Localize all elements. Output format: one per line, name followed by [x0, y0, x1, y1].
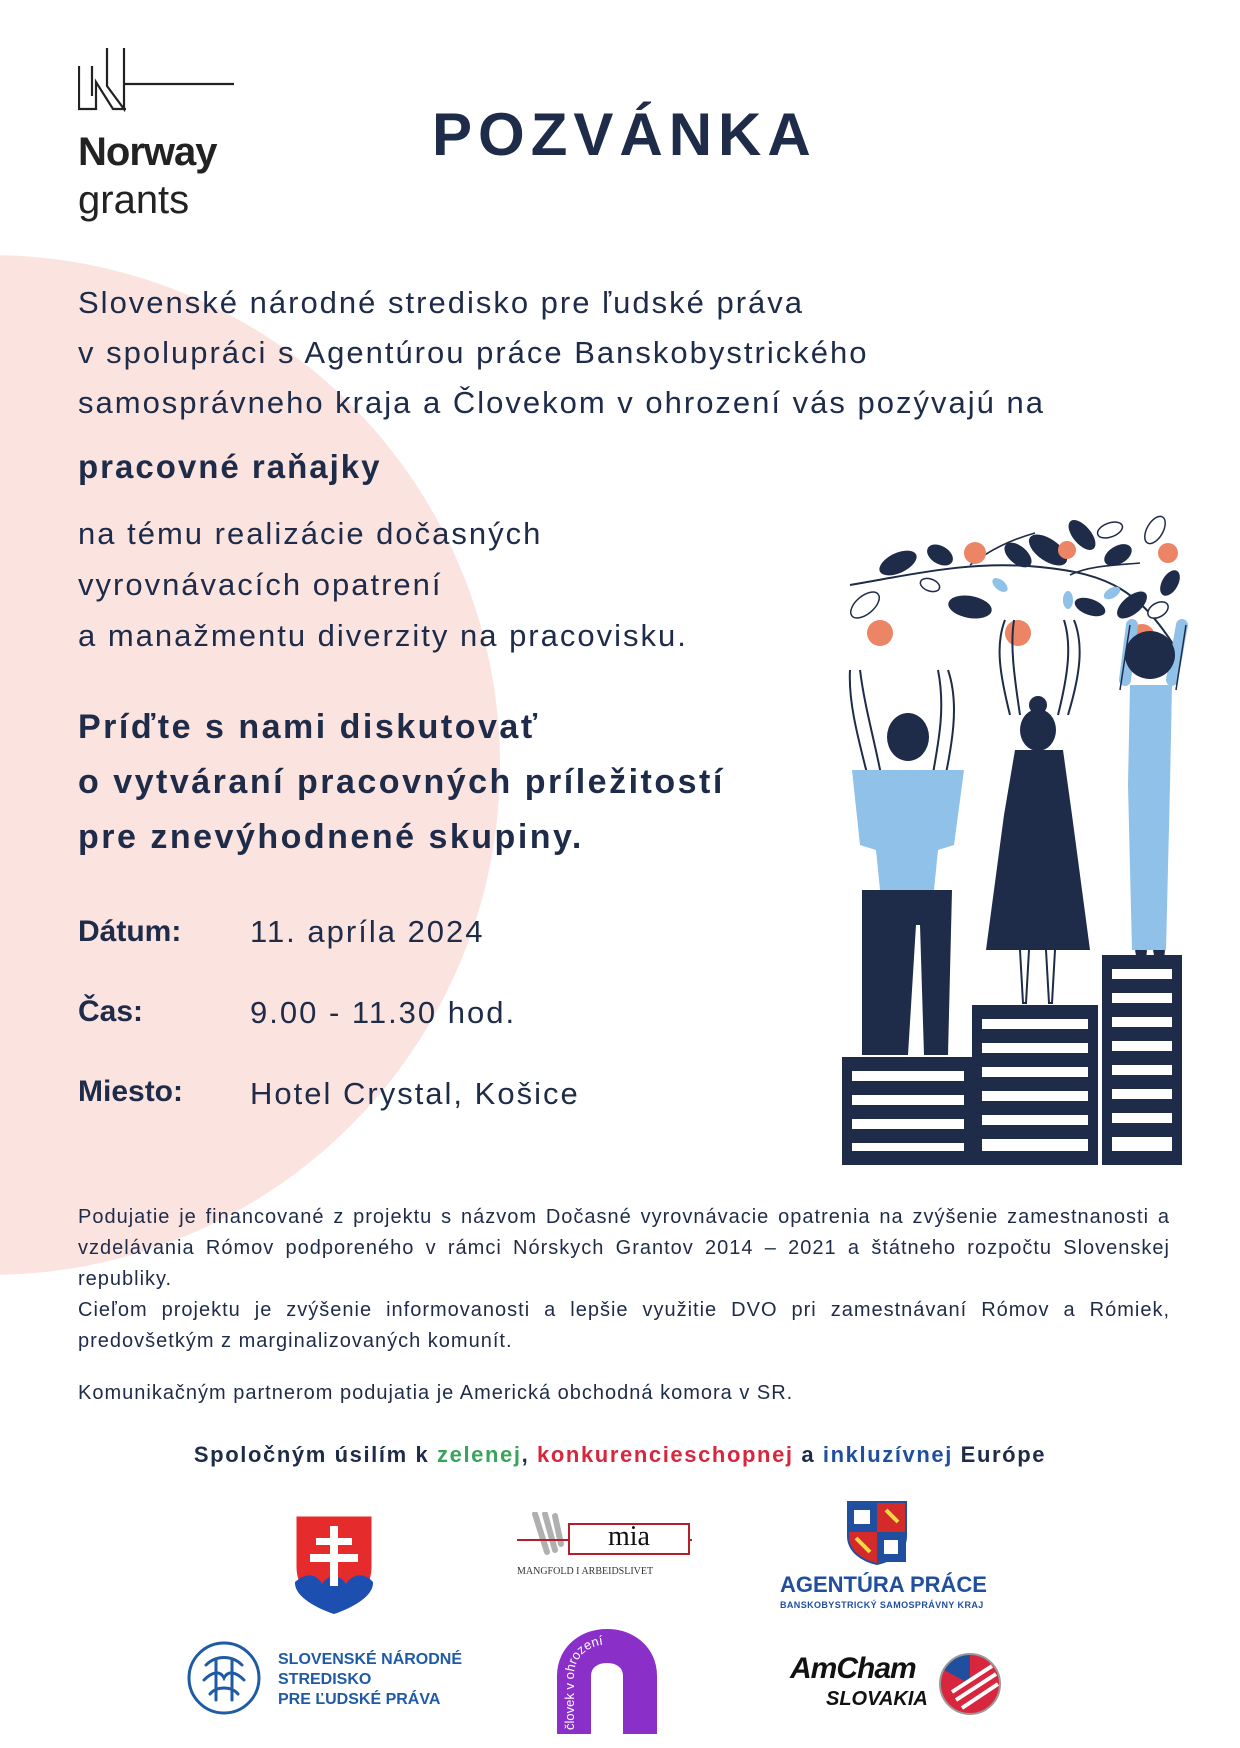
clovek-v-ohrozeni-logo — [552, 1618, 662, 1741]
grants-word: grants — [78, 178, 190, 222]
goal-paragraph: Cieľom projektu je zvýšenie informovanosti a lepšie využitie DVO pri zamestnávaní Rómov a Rómiek, predovšetkým z marginalizovaných komunít. — [78, 1299, 1170, 1352]
norway-word: Norway — [78, 130, 217, 174]
intro-text — [78, 278, 1228, 428]
snslp-name — [278, 1650, 462, 1710]
coat-of-arms-icon — [292, 1512, 376, 1616]
slovak-coat-of-arms-logo — [292, 1512, 376, 1621]
clovek-v-ohrozeni-arch-icon — [552, 1618, 662, 1736]
time-label: Čas: — [78, 995, 144, 1028]
person-3 — [1120, 625, 1186, 960]
amcham-flag-circle-icon — [936, 1644, 1002, 1720]
person-1 — [850, 670, 964, 1055]
date-value: 11. apríla 2024 — [250, 914, 485, 949]
slogan-red: konkurencieschopnej — [537, 1442, 794, 1467]
topic-line: na tému realizácie dočasných — [78, 516, 543, 551]
intro-line: v spolupráci s Agentúrou práce Banskobystrického — [78, 335, 869, 370]
topic-line: vyrovnávacích opatrení — [78, 567, 443, 602]
topic-line: a manažmentu diverzity na pracovisku. — [78, 618, 688, 653]
invite-line: Príďte s nami diskutovať — [78, 708, 540, 746]
time-value: 9.00 - 11.30 hod. — [250, 995, 517, 1030]
snslp-logo — [186, 1640, 486, 1720]
slogan-part: Európe — [952, 1442, 1047, 1467]
clovek-v-ohrozeni-text: človek v ohrození — [561, 1632, 604, 1730]
slogan — [0, 1442, 1240, 1468]
agentura-prace-name: AGENTÚRA PRÁCE — [780, 1572, 987, 1597]
event-name: pracovné raňajky — [78, 448, 382, 485]
slogan-blue: inkluzívnej — [822, 1442, 953, 1467]
mia-wordmark: mia — [608, 1521, 650, 1552]
page-title: POZVÁNKA — [432, 101, 817, 168]
norway-grants-mark-icon — [78, 46, 248, 116]
agentura-prace-subtitle: BANSKOBYSTRICKÝ SAMOSPRÁVNY KRAJ — [780, 1600, 984, 1610]
intro-line: samosprávneho kraja a Človekom v ohrození vás pozývajú na — [78, 385, 1045, 420]
norway-grants-logo — [78, 46, 248, 231]
invite-line: pre znevýhodnené skupiny. — [78, 818, 584, 856]
place-value: Hotel Crystal, Košice — [250, 1076, 580, 1111]
invite-text — [78, 700, 725, 865]
snslp-name-line: STREDISKO — [278, 1671, 372, 1688]
date-label: Dátum: — [78, 915, 182, 948]
agentura-prace-logo — [780, 1500, 987, 1620]
topic-text — [78, 508, 688, 661]
person-2 — [986, 620, 1090, 1003]
people-on-crates-illustration — [820, 505, 1200, 1170]
slogan-part: a — [793, 1442, 823, 1467]
partner-note: Komunikačným partnerom podujatia je Americká obchodná komora v SR. — [78, 1382, 794, 1404]
snslp-name-line: SLOVENSKÉ NÁRODNÉ — [278, 1651, 463, 1668]
intro-line: Slovenské národné stredisko pre ľudské práva — [78, 285, 805, 320]
mia-logo — [517, 1512, 692, 1582]
snslp-name-line: PRE ĽUDSKÉ PRÁVA — [278, 1691, 441, 1708]
amcham-wordmark: AmCham — [790, 1652, 916, 1685]
place-label: Miesto: — [78, 1075, 183, 1108]
amcham-slovakia-logo — [790, 1640, 1010, 1730]
funding-paragraph: Podujatie je financované z projektu s názvom Dočasné vyrovnávacie opatrenia na zvýšenie zamestnanosti a vzdelávania Rómov podporeného v rámci Nórskych Grantov 2014 – 2021 a štátneho rozpočtu Slovenskej republiky. — [78, 1206, 1170, 1290]
slogan-green: zelenej — [437, 1442, 522, 1467]
illustration-svg — [820, 505, 1200, 1165]
snslp-emblem-icon — [186, 1640, 262, 1716]
invite-line: o vytváraní pracovných príležitostí — [78, 763, 725, 801]
amcham-slovakia-wordmark: SLOVAKIA — [826, 1688, 928, 1710]
mia-caption: MANGFOLD I ARBEIDSLIVET — [517, 1566, 654, 1577]
bbsk-coat-of-arms-icon — [846, 1500, 908, 1566]
slogan-part: Spoločným úsilím k — [193, 1442, 438, 1467]
funding-note — [78, 1202, 1170, 1357]
slogan-comma: , — [521, 1442, 538, 1467]
